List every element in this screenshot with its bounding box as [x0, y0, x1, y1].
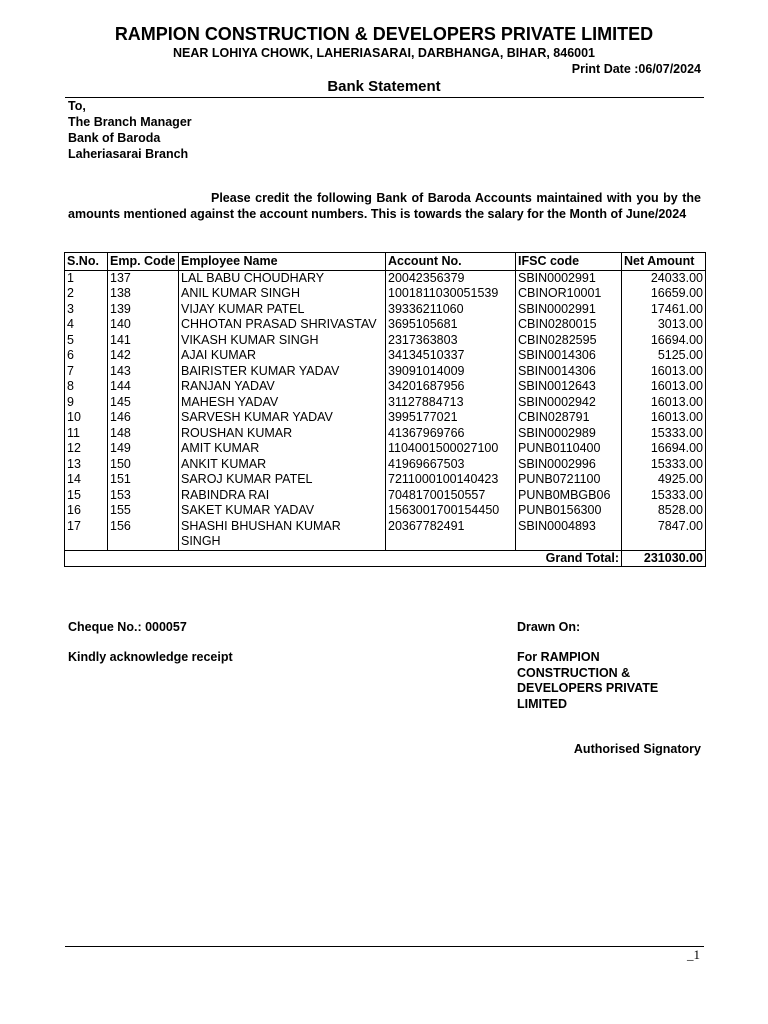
row-ifsc: SBIN0012643 [516, 379, 622, 395]
row-sno: 3 [65, 302, 108, 318]
table-row [65, 270, 706, 286]
table-row [65, 379, 706, 395]
col-header-account-no: Account No. [386, 253, 516, 271]
table-row [65, 426, 706, 442]
row-net-amount: 16694.00 [622, 333, 706, 349]
row-net-amount: 24033.00 [622, 270, 706, 286]
row-emp-code: 156 [108, 519, 179, 551]
row-emp-code: 139 [108, 302, 179, 318]
row-net-amount: 15333.00 [622, 488, 706, 504]
row-sno: 2 [65, 286, 108, 302]
row-emp-code: 141 [108, 333, 179, 349]
row-employee-name: MAHESH YADAV [179, 395, 386, 411]
row-emp-code: 155 [108, 503, 179, 519]
row-ifsc: SBIN0004893 [516, 519, 622, 551]
table-row [65, 503, 706, 519]
row-sno: 9 [65, 395, 108, 411]
row-sno: 5 [65, 333, 108, 349]
row-sno: 10 [65, 410, 108, 426]
row-ifsc: PUNB0721100 [516, 472, 622, 488]
row-account-no: 41367969766 [386, 426, 516, 442]
row-emp-code: 143 [108, 364, 179, 380]
row-account-no: 3995177021 [386, 410, 516, 426]
row-ifsc: SBIN0014306 [516, 348, 622, 364]
row-ifsc: PUNB0110400 [516, 441, 622, 457]
col-header-sno: S.No. [65, 253, 108, 271]
row-emp-code: 148 [108, 426, 179, 442]
instruction-paragraph: Please credit the following Bank of Baroda Accounts maintained with you by the amounts mentioned against the account numbers. This is towards the salary for the Month of June/2024 [68, 191, 701, 221]
company-name: RAMPION CONSTRUCTION & DEVELOPERS PRIVATE LIMITED [114, 24, 654, 44]
grand-total-row [65, 550, 706, 567]
row-account-no: 3695105681 [386, 317, 516, 333]
row-account-no: 31127884713 [386, 395, 516, 411]
row-account-no: 1001811030051539 [386, 286, 516, 302]
row-employee-name: BAIRISTER KUMAR YADAV [179, 364, 386, 380]
table-row [65, 302, 706, 318]
col-header-employee-name: Employee Name [179, 253, 386, 271]
row-emp-code: 144 [108, 379, 179, 395]
row-net-amount: 8528.00 [622, 503, 706, 519]
row-ifsc: PUNB0156300 [516, 503, 622, 519]
row-emp-code: 142 [108, 348, 179, 364]
acknowledge-text: Kindly acknowledge receipt [68, 650, 233, 664]
row-sno: 12 [65, 441, 108, 457]
row-employee-name: SHASHI BHUSHAN KUMAR SINGH [179, 519, 386, 551]
table-row [65, 472, 706, 488]
row-ifsc: CBIN028791 [516, 410, 622, 426]
row-employee-name: AJAI KUMAR [179, 348, 386, 364]
row-sno: 15 [65, 488, 108, 504]
cheque-number: Cheque No.: 000057 [68, 620, 187, 634]
table-row [65, 364, 706, 380]
row-net-amount: 17461.00 [622, 302, 706, 318]
row-employee-name: RABINDRA RAI [179, 488, 386, 504]
row-sno: 1 [65, 270, 108, 286]
table-row [65, 395, 706, 411]
row-sno: 14 [65, 472, 108, 488]
row-ifsc: CBINOR10001 [516, 286, 622, 302]
row-net-amount: 15333.00 [622, 457, 706, 473]
table-row [65, 333, 706, 349]
col-header-ifsc: IFSC code [516, 253, 622, 271]
page-number: _1 [687, 947, 700, 962]
row-account-no: 7211000100140423 [386, 472, 516, 488]
row-ifsc: PUNB0MBGB06 [516, 488, 622, 504]
table-row [65, 519, 706, 551]
table-header-row [65, 253, 706, 271]
authorised-signatory: Authorised Signatory [573, 742, 701, 756]
row-net-amount: 7847.00 [622, 519, 706, 551]
row-account-no: 20367782491 [386, 519, 516, 551]
row-account-no: 20042356379 [386, 270, 516, 286]
row-ifsc: CBIN0280015 [516, 317, 622, 333]
recipient-to: To, [68, 99, 86, 113]
grand-total-value: 231030.00 [622, 550, 706, 567]
row-sno: 17 [65, 519, 108, 551]
row-employee-name: SARVESH KUMAR YADAV [179, 410, 386, 426]
row-account-no: 1104001500027100 [386, 441, 516, 457]
row-ifsc: SBIN0002991 [516, 302, 622, 318]
row-account-no: 2317363803 [386, 333, 516, 349]
row-ifsc: CBIN0282595 [516, 333, 622, 349]
row-net-amount: 3013.00 [622, 317, 706, 333]
salary-table [64, 252, 706, 567]
row-ifsc: SBIN0002989 [516, 426, 622, 442]
row-employee-name: VIJAY KUMAR PATEL [179, 302, 386, 318]
recipient-line2: Bank of Baroda [68, 131, 161, 145]
row-employee-name: VIKASH KUMAR SINGH [179, 333, 386, 349]
row-employee-name: LAL BABU CHOUDHARY [179, 270, 386, 286]
row-employee-name: ANIL KUMAR SINGH [179, 286, 386, 302]
col-header-emp-code: Emp. Code [108, 253, 179, 271]
row-employee-name: ANKIT KUMAR [179, 457, 386, 473]
recipient-block [68, 98, 192, 162]
row-net-amount: 16013.00 [622, 410, 706, 426]
row-net-amount: 16013.00 [622, 379, 706, 395]
recipient-line3: Laheriasarai Branch [68, 147, 189, 161]
row-sno: 11 [65, 426, 108, 442]
row-emp-code: 137 [108, 270, 179, 286]
row-emp-code: 146 [108, 410, 179, 426]
row-employee-name: SAKET KUMAR YADAV [179, 503, 386, 519]
row-emp-code: 145 [108, 395, 179, 411]
row-ifsc: SBIN0014306 [516, 364, 622, 380]
footer-divider [65, 946, 704, 947]
print-date: Print Date :06/07/2024 [571, 62, 701, 76]
row-account-no: 41969667503 [386, 457, 516, 473]
row-emp-code: 151 [108, 472, 179, 488]
row-employee-name: RANJAN YADAV [179, 379, 386, 395]
recipient-line1: The Branch Manager [68, 115, 192, 129]
row-net-amount: 16659.00 [622, 286, 706, 302]
table-row [65, 457, 706, 473]
row-account-no: 70481700150557 [386, 488, 516, 504]
table-row [65, 410, 706, 426]
row-account-no: 39336211060 [386, 302, 516, 318]
row-account-no: 1563001700154450 [386, 503, 516, 519]
document-title: Bank Statement [327, 78, 441, 95]
row-employee-name: AMIT KUMAR [179, 441, 386, 457]
row-sno: 7 [65, 364, 108, 380]
table-row [65, 488, 706, 504]
row-ifsc: SBIN0002996 [516, 457, 622, 473]
row-employee-name: SAROJ KUMAR PATEL [179, 472, 386, 488]
table-row [65, 286, 706, 302]
grand-total-label: Grand Total: [65, 550, 622, 567]
row-account-no: 34201687956 [386, 379, 516, 395]
row-sno: 4 [65, 317, 108, 333]
row-emp-code: 153 [108, 488, 179, 504]
row-emp-code: 149 [108, 441, 179, 457]
row-net-amount: 16013.00 [622, 395, 706, 411]
for-company: For RAMPION CONSTRUCTION & DEVELOPERS PRIVATE LIMITED [517, 650, 659, 711]
row-employee-name: ROUSHAN KUMAR [179, 426, 386, 442]
row-employee-name: CHHOTAN PRASAD SHRIVASTAV [179, 317, 386, 333]
row-net-amount: 16694.00 [622, 441, 706, 457]
row-emp-code: 150 [108, 457, 179, 473]
drawn-on: Drawn On: [517, 620, 581, 634]
table-row [65, 348, 706, 364]
row-emp-code: 140 [108, 317, 179, 333]
row-net-amount: 5125.00 [622, 348, 706, 364]
row-account-no: 39091014009 [386, 364, 516, 380]
row-sno: 8 [65, 379, 108, 395]
row-ifsc: SBIN0002991 [516, 270, 622, 286]
row-account-no: 34134510337 [386, 348, 516, 364]
row-sno: 6 [65, 348, 108, 364]
col-header-net-amount: Net Amount [622, 253, 706, 271]
row-net-amount: 4925.00 [622, 472, 706, 488]
row-sno: 13 [65, 457, 108, 473]
table-row [65, 317, 706, 333]
row-net-amount: 16013.00 [622, 364, 706, 380]
row-sno: 16 [65, 503, 108, 519]
row-ifsc: SBIN0002942 [516, 395, 622, 411]
company-address: NEAR LOHIYA CHOWK, LAHERIASARAI, DARBHANGA, BIHAR, 846001 [172, 46, 596, 60]
table-row [65, 441, 706, 457]
row-net-amount: 15333.00 [622, 426, 706, 442]
row-emp-code: 138 [108, 286, 179, 302]
